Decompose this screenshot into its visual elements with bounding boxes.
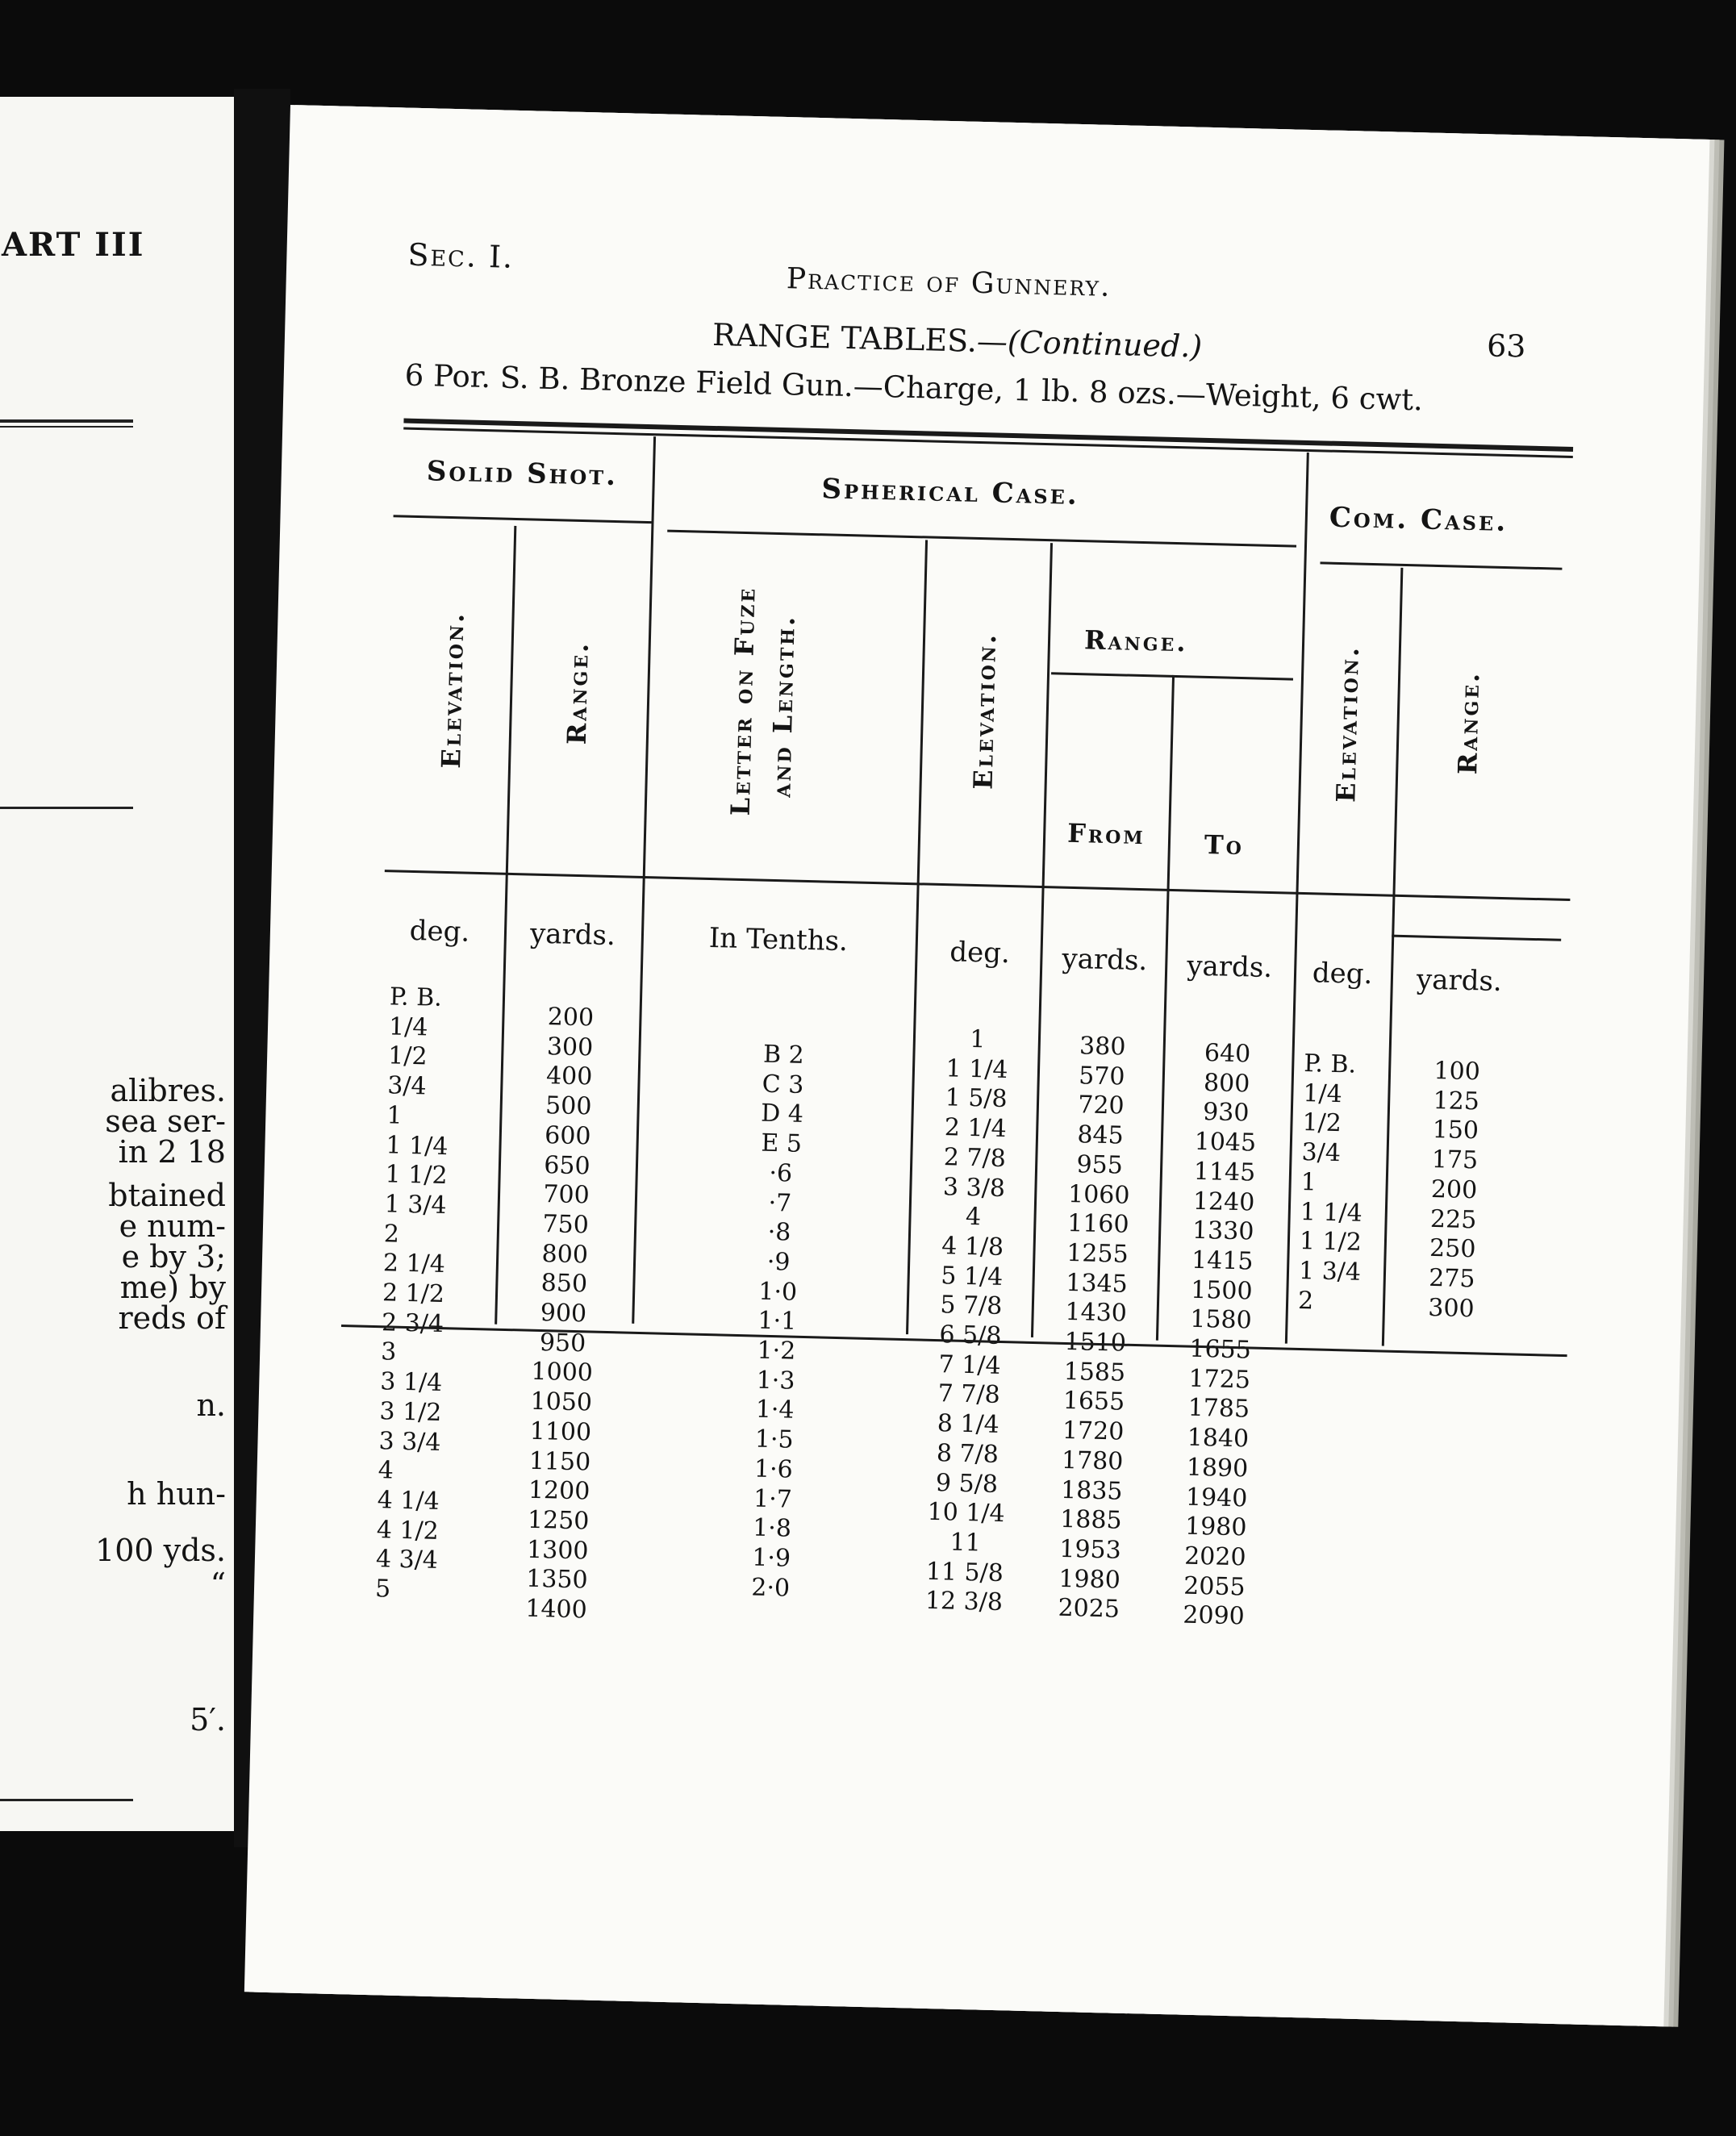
unit-com-elevation: deg.	[1312, 957, 1373, 991]
solid-range-cell: 1100	[529, 1416, 592, 1447]
range-from-cell: 1345	[1065, 1268, 1129, 1299]
fuze-cell: C 3	[762, 1070, 804, 1099]
com-elevation-cell: 1/4	[1303, 1078, 1343, 1108]
fuze-cell: 1·7	[753, 1484, 793, 1514]
solid-range-cell: 1050	[530, 1387, 593, 1417]
header-solid-elevation: Elevation.	[435, 611, 470, 770]
range-from-cell: 1953	[1058, 1534, 1122, 1565]
solid-range-cell: 1200	[528, 1475, 590, 1506]
column-range-to	[1153, 1038, 1288, 1633]
left-page-text: e num-	[119, 1208, 226, 1244]
range-to-cell: 2090	[1182, 1600, 1246, 1631]
book-page	[244, 105, 1710, 2026]
range-from-cell: 1780	[1061, 1446, 1124, 1476]
solid-elevation-cell: 4 3/4	[375, 1545, 439, 1575]
range-to-cell: 2020	[1183, 1542, 1246, 1572]
solid-range-cell: 600	[544, 1120, 591, 1151]
unit-solid-range: yards.	[529, 917, 616, 953]
fuze-cell: 1·9	[751, 1543, 791, 1573]
table-subtitle: 6 Por. S. B. Bronze Field Gun.—Charge, 1 lb. 8 ozs.—Weight, 6 cwt.	[404, 357, 1424, 418]
range-to-cell: 1940	[1185, 1483, 1248, 1513]
range-from-cell: 380	[1079, 1032, 1126, 1062]
spherical-elevation-cell: 4	[965, 1203, 982, 1232]
range-to-cell: 930	[1202, 1098, 1250, 1128]
solid-elevation-cell: 2 1/4	[382, 1249, 446, 1279]
com-range-cell: 175	[1431, 1145, 1479, 1175]
running-title: Practice of Gunnery.	[786, 262, 1112, 303]
left-page-text: h hun-	[127, 1476, 226, 1512]
com-elevation-cell: 1	[1300, 1167, 1317, 1197]
left-page-text: 5′.	[190, 1702, 226, 1738]
fuze-cell: 1·6	[753, 1454, 794, 1484]
header-spherical-elevation: Elevation.	[967, 632, 1003, 791]
solid-elevation-cell: 1/2	[387, 1041, 428, 1071]
left-page-rule	[0, 419, 133, 423]
spherical-elevation-cell: 3 3/8	[942, 1172, 1006, 1203]
solid-range-cell: 700	[543, 1180, 590, 1210]
com-range-cell: 100	[1433, 1056, 1481, 1087]
com-range-cell: 275	[1428, 1263, 1475, 1294]
spherical-elevation-cell: 2 1/4	[944, 1113, 1008, 1144]
com-range-cell: 200	[1430, 1174, 1478, 1205]
range-to-cell: 1655	[1189, 1334, 1252, 1365]
range-from-cell: 720	[1077, 1091, 1125, 1121]
spherical-elevation-cell: 8 7/8	[936, 1438, 999, 1469]
unit-spherical-elevation: deg.	[949, 936, 1011, 970]
column-range-from	[1028, 1031, 1163, 1626]
spherical-elevation-cell: 7 1/4	[938, 1350, 1001, 1380]
solid-elevation-cell: P. B.	[389, 982, 443, 1012]
spherical-elevation-cell: 10 1/4	[927, 1498, 1006, 1529]
spherical-elevation-cell: 7 7/8	[937, 1379, 1001, 1410]
fuze-cell: ·8	[767, 1218, 791, 1247]
column-fuze	[706, 1039, 849, 1604]
range-from-cell: 845	[1077, 1120, 1125, 1150]
header-com-elevation: Elevation.	[1330, 645, 1366, 803]
range-to-cell: 1500	[1190, 1275, 1254, 1306]
left-page-text: alibres.	[110, 1073, 226, 1108]
spherical-elevation-cell: 5 7/8	[940, 1291, 1003, 1321]
solid-elevation-cell: 2 3/4	[381, 1308, 444, 1338]
group-solid-shot: Solid Shot.	[426, 455, 619, 493]
left-page-header: ART III	[2, 226, 145, 264]
solid-elevation-cell: 1 1/4	[386, 1130, 449, 1161]
group-rule	[1320, 561, 1562, 569]
com-elevation-cell: 2	[1297, 1286, 1314, 1316]
range-to-cell: 1240	[1192, 1187, 1255, 1217]
range-from-cell: 1980	[1058, 1564, 1121, 1595]
table-title	[712, 317, 1203, 365]
spherical-elevation-cell: 11	[949, 1528, 982, 1558]
solid-range-cell: 900	[540, 1299, 587, 1329]
com-range-cell: 250	[1429, 1234, 1476, 1264]
left-page-text: e by 3;	[121, 1239, 226, 1275]
fuze-cell: 1·0	[757, 1277, 798, 1307]
com-elevation-cell: 1/2	[1302, 1108, 1342, 1138]
range-from-cell: 1720	[1062, 1416, 1125, 1446]
header-fuze-line2: and Length.	[766, 614, 801, 799]
page-number: 63	[1486, 327, 1527, 365]
com-range-cell: 150	[1432, 1116, 1479, 1145]
spherical-elevation-cell: 5 1/4	[940, 1261, 1004, 1291]
left-page-rule	[0, 1799, 133, 1801]
group-rule	[394, 515, 652, 524]
solid-elevation-cell: 1	[386, 1101, 403, 1130]
unit-range-to: yards.	[1186, 949, 1273, 985]
com-elevation-cell: 1 3/4	[1298, 1256, 1362, 1287]
com-range-cell: 300	[1427, 1293, 1475, 1323]
solid-elevation-cell: 3 3/4	[378, 1426, 441, 1457]
spherical-elevation-cell: 6 5/8	[939, 1320, 1002, 1351]
header-spherical-range: Range.	[1083, 624, 1188, 658]
solid-elevation-cell: 3 1/2	[379, 1397, 442, 1427]
column-solid-elevation	[375, 982, 495, 1607]
com-units-rule	[1392, 935, 1561, 941]
solid-range-cell: 400	[545, 1062, 593, 1091]
column-rule	[632, 436, 656, 1324]
solid-range-cell: 500	[545, 1091, 592, 1121]
range-to-cell: 1330	[1191, 1216, 1254, 1246]
left-page-rule	[0, 807, 133, 809]
fuze-cell: 1·3	[756, 1366, 795, 1395]
solid-range-cell: 650	[543, 1150, 591, 1180]
left-page-text: btained	[108, 1178, 226, 1213]
left-page	[0, 97, 234, 1831]
range-from-cell: 570	[1078, 1061, 1125, 1091]
solid-elevation-cell: 2 1/2	[382, 1279, 445, 1309]
header-fuze-line1: Letter on Fuze	[724, 586, 762, 816]
unit-fuze: In Tenths.	[708, 921, 849, 958]
unit-com-range: yards.	[1416, 963, 1503, 999]
range-from-cell: 955	[1076, 1150, 1124, 1180]
left-page-text: “	[210, 1567, 226, 1602]
com-range-cell: 125	[1433, 1086, 1480, 1116]
column-com-elevation	[1298, 1049, 1385, 1318]
column-solid-range	[495, 1002, 632, 1626]
range-from-cell: 1160	[1066, 1209, 1129, 1240]
fuze-cell: B 2	[762, 1040, 805, 1070]
solid-range-cell: 200	[547, 1003, 595, 1033]
range-to-cell: 1415	[1191, 1245, 1254, 1276]
range-from-cell: 2025	[1058, 1594, 1120, 1625]
solid-range-cell: 750	[542, 1209, 590, 1240]
spherical-elevation-cell: 1 5/8	[945, 1083, 1008, 1114]
header-solid-range: Range.	[561, 640, 595, 745]
header-range-from: From	[1066, 817, 1146, 851]
solid-elevation-cell: 3	[380, 1337, 397, 1367]
fuze-cell: 1·4	[755, 1395, 795, 1425]
com-range-cell: 225	[1429, 1204, 1477, 1234]
solid-elevation-cell: 1 3/4	[384, 1190, 448, 1220]
spherical-elevation-cell: 11 5/8	[925, 1557, 1004, 1587]
left-page-rule	[0, 426, 133, 428]
fuze-cell: 1·2	[757, 1336, 796, 1366]
solid-elevation-cell: 2	[383, 1219, 400, 1249]
range-from-cell: 1655	[1062, 1387, 1125, 1417]
solid-elevation-cell: 1/4	[388, 1012, 428, 1042]
range-from-cell: 1255	[1066, 1238, 1129, 1269]
spherical-elevation-cell: 9 5/8	[935, 1468, 999, 1499]
fuze-cell: ·9	[766, 1247, 791, 1277]
solid-elevation-cell: 4	[378, 1456, 394, 1485]
column-com-range	[1387, 1056, 1522, 1325]
header-range-to: To	[1204, 828, 1245, 861]
range-to-cell: 1840	[1187, 1423, 1250, 1454]
section-label: Sec. I.	[407, 236, 515, 275]
range-to-cell: 1045	[1194, 1127, 1257, 1158]
unit-range-from: yards.	[1062, 942, 1148, 978]
fuze-cell: D 4	[760, 1099, 804, 1129]
left-page-text: in 2 18	[118, 1134, 226, 1170]
left-page-text: reds of	[118, 1300, 226, 1336]
com-elevation-cell: 3/4	[1301, 1138, 1342, 1168]
spherical-elevation-cell: 1	[969, 1024, 986, 1054]
com-elevation-cell: 1 1/4	[1300, 1197, 1363, 1228]
range-to-cell: 1580	[1189, 1305, 1253, 1335]
solid-elevation-cell: 3 1/4	[379, 1367, 443, 1398]
range-from-cell: 1430	[1065, 1298, 1128, 1329]
range-to-cell: 1725	[1188, 1364, 1251, 1395]
range-from-cell: 1585	[1063, 1357, 1126, 1387]
solid-range-cell: 1300	[526, 1535, 589, 1566]
table-title-main: RANGE TABLES.	[712, 316, 978, 359]
solid-elevation-cell: 4 1/2	[376, 1515, 440, 1546]
fuze-cell: E 5	[761, 1128, 803, 1158]
left-page-text: n.	[196, 1387, 226, 1423]
spherical-elevation-cell: 1 1/4	[945, 1053, 1008, 1084]
header-com-range: Range.	[1452, 670, 1486, 775]
spherical-elevation-cell: 4 1/8	[941, 1232, 1004, 1262]
range-from-cell: 1510	[1064, 1327, 1127, 1358]
spherical-elevation-cell: 2 7/8	[943, 1142, 1007, 1173]
range-to-cell: 640	[1204, 1039, 1251, 1069]
com-elevation-cell: 1 1/2	[1299, 1227, 1363, 1258]
fuze-cell: 1·1	[757, 1306, 797, 1337]
fuze-cell: ·7	[768, 1188, 792, 1218]
spherical-elevation-cell: 12 3/8	[924, 1587, 1004, 1617]
table-top-rule	[403, 419, 1573, 452]
range-from-cell: 1835	[1060, 1475, 1123, 1506]
range-to-cell: 1890	[1186, 1453, 1249, 1483]
fuze-cell: 1·8	[752, 1513, 792, 1543]
solid-range-cell: 300	[546, 1032, 594, 1062]
solid-range-cell: 800	[541, 1239, 589, 1270]
range-to-cell: 1145	[1193, 1157, 1256, 1187]
range-to-cell: 800	[1203, 1068, 1250, 1099]
group-com-case: Com. Case.	[1329, 501, 1509, 539]
solid-range-cell: 1250	[527, 1505, 590, 1536]
unit-solid-elevation: deg.	[409, 914, 470, 949]
range-from-cell: 1885	[1059, 1505, 1123, 1535]
left-page-text: 100 yds.	[95, 1533, 226, 1568]
fuze-cell: 1·5	[754, 1425, 795, 1454]
range-to-cell: 1785	[1187, 1394, 1250, 1424]
solid-range-cell: 1000	[531, 1358, 594, 1388]
spherical-elevation-cell: 8 1/4	[937, 1409, 1000, 1440]
table-title-note: —(Continued.)	[976, 323, 1203, 365]
range-to-cell: 1980	[1184, 1512, 1247, 1542]
column-spherical-elevation	[907, 1024, 1034, 1618]
group-spherical-case: Spherical Case.	[821, 473, 1080, 512]
fuze-cell: ·6	[769, 1158, 793, 1188]
solid-range-cell: 1150	[528, 1446, 591, 1477]
solid-elevation-cell: 3/4	[386, 1071, 428, 1101]
solid-range-cell: 1350	[525, 1565, 589, 1595]
range-from-cell: 1060	[1067, 1179, 1130, 1210]
solid-range-cell: 1400	[524, 1594, 588, 1625]
solid-range-cell: 950	[539, 1328, 586, 1358]
com-elevation-cell: P. B.	[1303, 1049, 1357, 1079]
solid-elevation-cell: 5	[374, 1575, 391, 1604]
range-to-cell: 2055	[1183, 1571, 1246, 1602]
left-page-text: me) by	[119, 1270, 226, 1305]
solid-range-cell: 850	[540, 1269, 588, 1299]
left-page-text: sea ser-	[105, 1103, 226, 1139]
solid-elevation-cell: 1 1/2	[385, 1160, 448, 1191]
fuze-cell: 2·0	[750, 1573, 791, 1603]
solid-elevation-cell: 4 1/4	[377, 1486, 440, 1516]
